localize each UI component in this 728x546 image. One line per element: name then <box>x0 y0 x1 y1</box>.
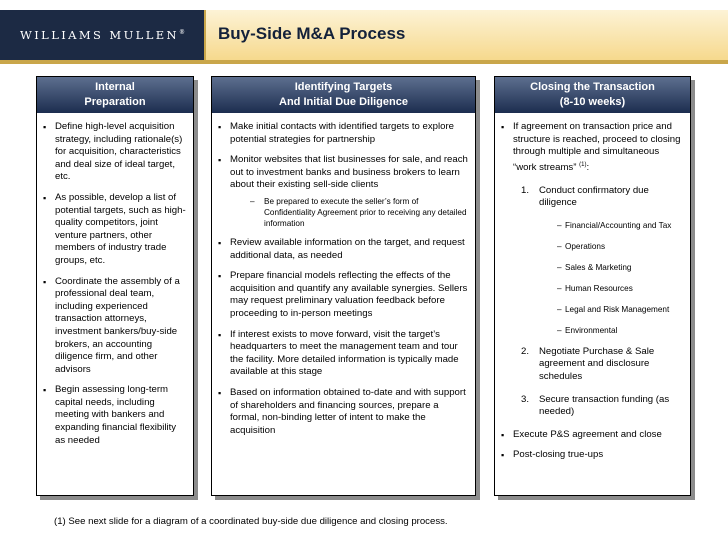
column-body <box>212 113 475 437</box>
numbered-step: 3. Secure transaction funding (as needed) <box>521 393 670 418</box>
brand-registered-mark: ® <box>179 29 185 37</box>
sub-list-item: – Be prepared to execute the seller’s form of Confidentiality Agreement prior to receiving any detailed information <box>250 196 467 228</box>
brand-logo <box>0 10 204 60</box>
list-item: ▪ If interest exists to move forward, visit the target’s headquarters to meet the management team and tour the facility. More detailed information is typically made available at this stage <box>218 329 469 379</box>
list-item: ▪ As possible, develop a list of potential targets, such as high-quality competitors, joint venture partners, other members of industry trade groups, etc. <box>43 192 187 268</box>
column-heading: Identifying Targets And Initial Due Diligence <box>212 77 475 113</box>
numbered-step: 1. Conduct confirmatory due diligence <box>521 184 649 209</box>
column-heading: Internal Preparation <box>37 77 193 113</box>
workstream-item: – Environmental <box>557 325 618 335</box>
slide-title: Buy-Side M&A Process <box>218 24 406 43</box>
slide-header <box>0 0 728 64</box>
column-heading: Closing the Transaction (8-10 weeks) <box>495 77 690 113</box>
dash-marker: – <box>250 196 255 206</box>
list-item: ▪ Based on information obtained to-date and with support of shareholders and financing sources, prepare a formal, non-binding letter of intent to make the acquisition <box>218 387 469 437</box>
workstream-item: – Human Resources <box>557 283 633 293</box>
list-item: ▪ Monitor websites that list businesses for sale, and reach out to investment banks and business brokers to learn about their existing sell-side clients <box>218 154 469 192</box>
header-rule <box>0 60 728 64</box>
column-closing-transaction <box>494 76 691 496</box>
column-internal-preparation <box>36 76 194 496</box>
column-body <box>37 113 193 447</box>
numbered-step: 2. Negotiate Purchase & Sale agreement and disclosure schedules <box>521 345 655 382</box>
brand-name: WILLIAMS MULLEN <box>20 28 179 42</box>
footnote: (1) See next slide for a diagram of a coordinated buy-side due diligence and closing process. <box>54 516 448 527</box>
column-identifying-targets <box>211 76 476 496</box>
list-item: ▪ Prepare financial models reflecting the effects of the acquisition and quantify any available synergies. Sellers may request preliminary valuation feedback before proceeding to in-person meetings <box>218 270 469 320</box>
list-item: ▪ Make initial contacts with identified targets to explore potential strategies for partnership <box>218 121 469 146</box>
list-item: ▪ Define high-level acquisition strategy, including rationale(s) for acquisition, characteristics and deal size of ideal target, etc. <box>43 121 187 184</box>
workstream-item: – Operations <box>557 241 606 251</box>
column-body <box>495 113 690 462</box>
workstream-item: – Legal and Risk Management <box>557 304 670 314</box>
list-item: ▪ Begin assessing long-term capital needs, including meeting with bankers and expanding financial flexibility as needed <box>43 384 187 447</box>
workstream-item: – Sales & Marketing <box>557 262 632 272</box>
list-item: ▪ Review available information on the target, and request additional data, as needed <box>218 237 469 262</box>
title-bar <box>204 10 728 60</box>
footnote-ref: (1) <box>579 161 587 168</box>
list-item: ▪ If agreement on transaction price and structure is reached, proceed to closing through multiple and simultaneous “work streams” $^{(1)}$: <box>501 121 684 175</box>
list-item: ▪ Coordinate the assembly of a professional deal team, including experienced transaction attorneys, investment bankers/buy-side brokers, an accounting diligence firm, and other advisors <box>43 276 187 377</box>
list-item: ▪ Post-closing true-ups <box>501 449 684 462</box>
list-item: ▪ Execute P&S agreement and close <box>501 429 684 442</box>
workstream-item: – Financial/Accounting and Tax <box>557 220 672 230</box>
